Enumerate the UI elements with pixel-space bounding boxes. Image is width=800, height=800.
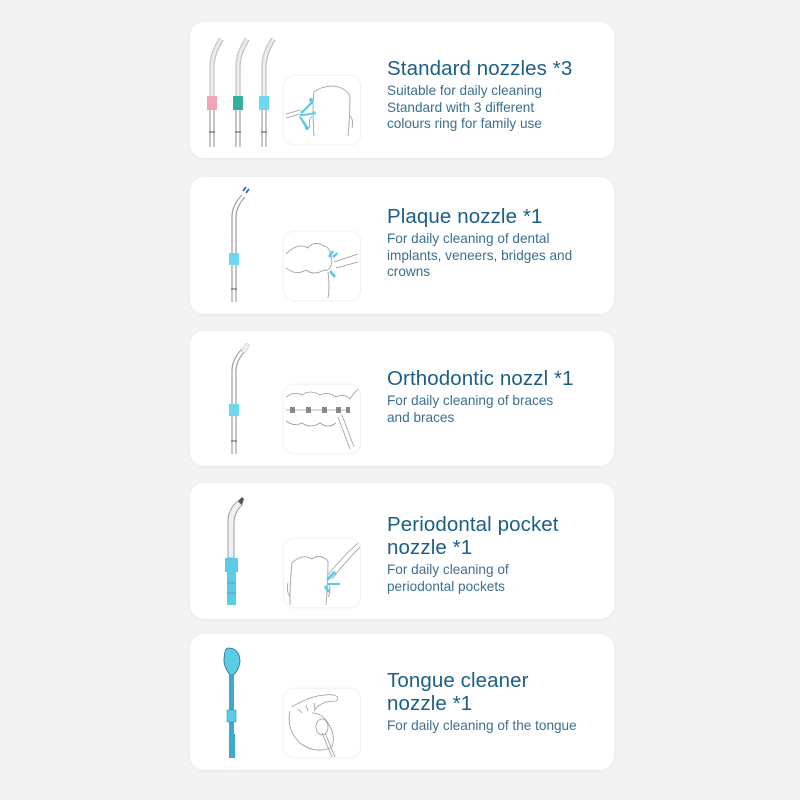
product-title: Orthodontic nozzl *1 (387, 367, 574, 390)
description-line: and braces (387, 409, 455, 425)
orthodontic-nozzle-icon (196, 331, 280, 466)
description-line: For daily cleaning of dental (387, 231, 550, 246)
description-line: For daily cleaning of (387, 562, 509, 577)
description-line: Suitable for daily cleaning (387, 83, 542, 98)
standard-nozzle-icon (196, 22, 280, 158)
description-line: Standard with 3 different (387, 99, 535, 115)
tongue-cleaner-nozzle-icon (196, 634, 280, 770)
product-description (387, 393, 606, 426)
description-line: implants, veneers, bridges and (387, 247, 573, 263)
title-line: nozzle *1 (387, 692, 473, 715)
title-line: Periodontal pocket (387, 513, 559, 536)
product-description (387, 718, 606, 735)
title-line: nozzle *1 (387, 536, 473, 559)
product-description (387, 562, 606, 595)
description-line: For daily cleaning of braces (387, 393, 554, 408)
product-description (387, 231, 606, 281)
tongue-illustration-icon (284, 689, 360, 757)
braces-illustration-icon (284, 385, 360, 453)
product-card-plaque-nozzle (190, 177, 614, 314)
product-card-periodontal-nozzle (190, 483, 614, 619)
product-title (387, 513, 606, 559)
product-card-tongue-cleaner (190, 634, 614, 770)
plaque-nozzle-icon (196, 177, 280, 314)
product-card-standard-nozzles (190, 22, 614, 158)
teeth-implant-illustration-icon (284, 232, 360, 300)
product-title (387, 669, 606, 715)
face-spray-illustration-icon (284, 76, 360, 144)
description-line: For daily cleaning of the tongue (387, 718, 577, 733)
periodontal-nozzle-icon (196, 483, 280, 619)
description-line: crowns (387, 264, 431, 279)
title-line: Tongue cleaner (387, 669, 529, 692)
description-line: colours ring for family use (387, 116, 542, 131)
product-description (387, 83, 606, 133)
product-title: Plaque nozzle *1 (387, 205, 543, 228)
product-card-orthodontic-nozzle (190, 331, 614, 466)
tooth-pocket-illustration-icon (284, 539, 360, 607)
description-line: periodontal pockets (387, 578, 505, 594)
product-title: Standard nozzles *3 (387, 57, 573, 80)
